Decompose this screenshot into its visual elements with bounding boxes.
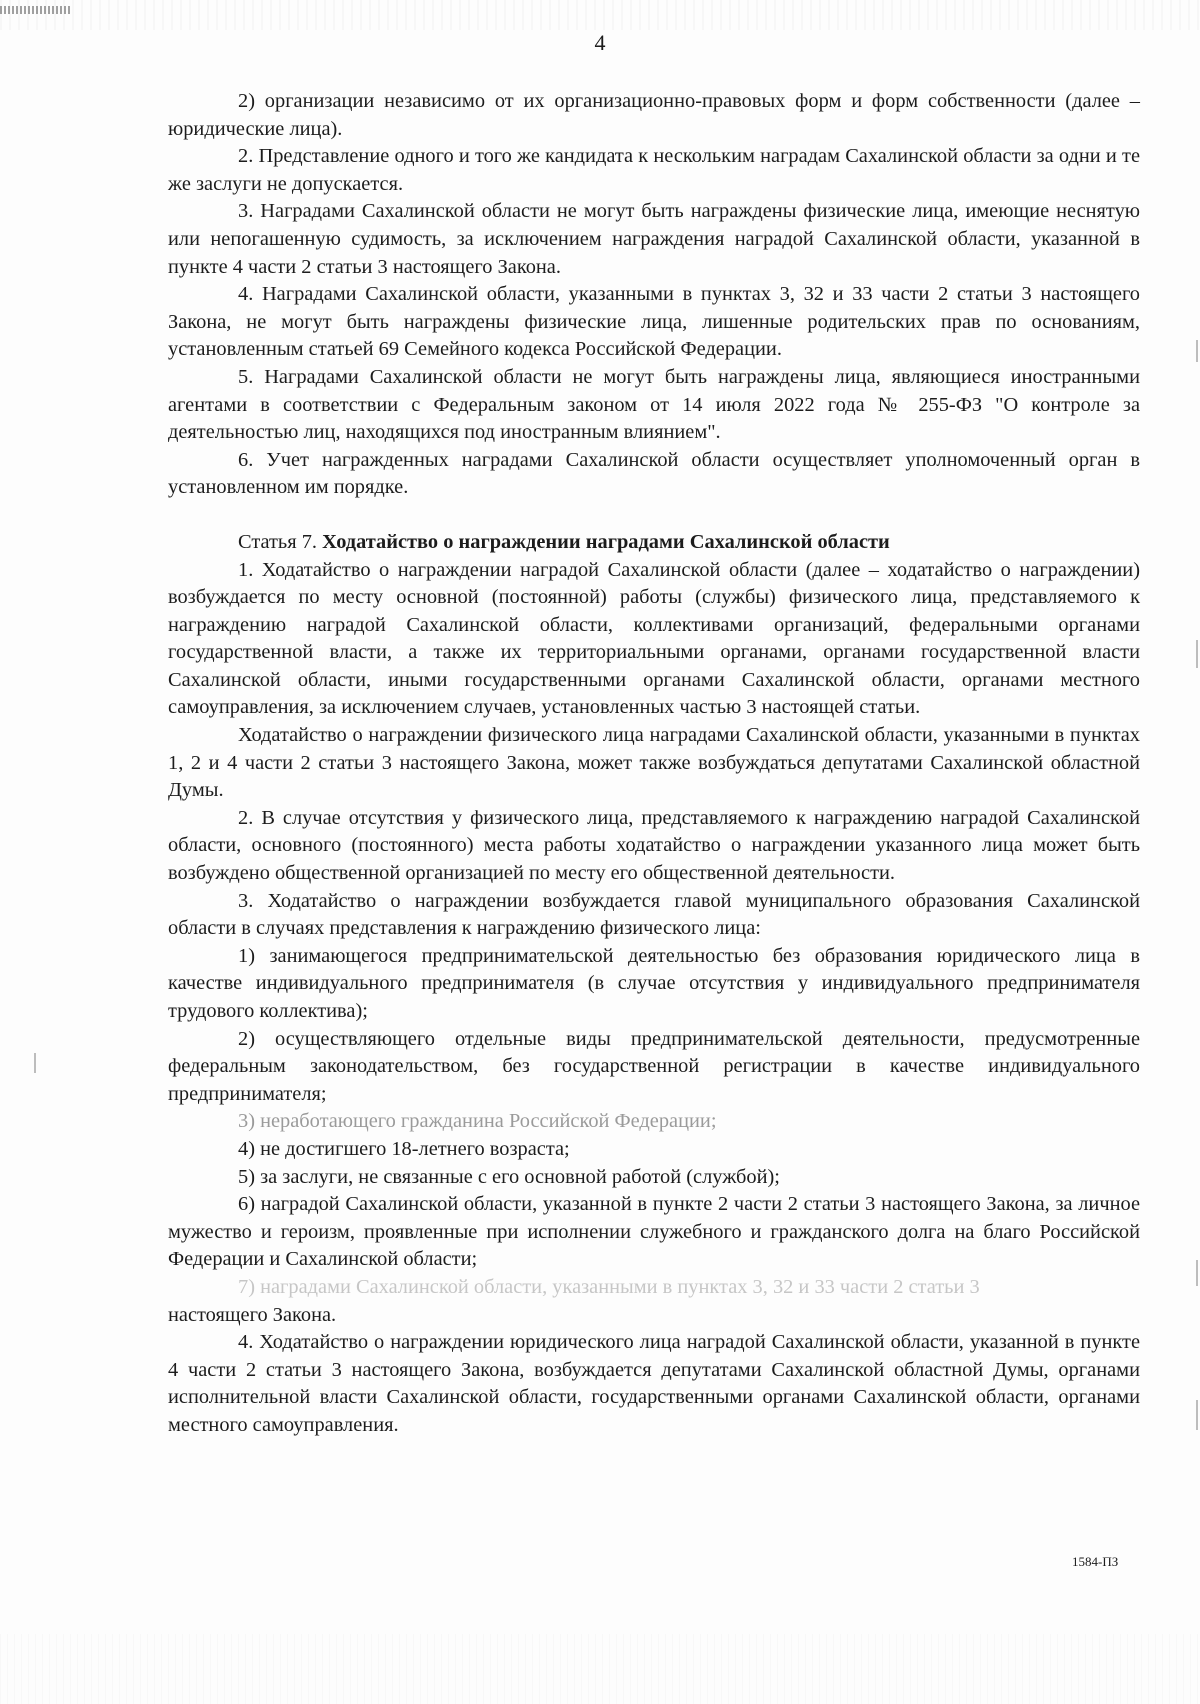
- list-item: 5) за заслуги, не связанные с его основной работой (службой);: [238, 1165, 780, 1188]
- scan-edge-mark: [34, 1053, 36, 1073]
- document-body: [168, 88, 1140, 1440]
- list-item: 3) неработающего гражданина Российской Федерации;: [238, 1110, 717, 1133]
- scan-edge-mark: [1196, 1400, 1198, 1430]
- list-item: 1) занимающегося предпринимательской деятельностью без образования юридического лица в качестве индивидуального предпринимателя (в случае отсутствия у индивидуального предпринимателя трудового коллектива);: [168, 944, 1140, 1022]
- paragraph: 4. Ходатайство о награждении юридического лица наградой Сахалинской области, указанной в пункте 4 части 2 статьи 3 настоящего Закона, возбуждается депутатами Сахалинской областной Думы, органами исполнительной власти Сахалинской области, государственными органами Сахалинской области, органами местного самоуправления.: [168, 1331, 1140, 1436]
- list-item: 6) наградой Сахалинской области, указанной в пункте 2 части 2 статьи 3 настоящего Закона, за личное мужество и героизм, проявленные при исполнении служебного и гражданского долга на благо Российской Федерации и Сахалинской области;: [168, 1193, 1140, 1271]
- scan-noise-bottom: [0, 1634, 1200, 1704]
- scan-noise-top: [0, 0, 1200, 30]
- paragraph: 4. Наградами Сахалинской области, указанными в пунктах 3, 32 и 33 части 2 статьи 3 настоящего Закона, не могут быть награждены физические лица, лишенные родительских прав по основаниям, установленным статьей 69 Семейного кодекса Российской Федерации.: [168, 283, 1140, 361]
- paragraph: 3. Наградами Сахалинской области не могут быть награждены физические лица, имеющие неснятую или непогашенную судимость, за исключением награждения наградой Сахалинской области, указанной в пункте 4 части 2 статьи 3 настоящего Закона.: [168, 200, 1140, 278]
- scan-edge-mark: [1196, 340, 1198, 362]
- article-heading: [168, 529, 1140, 557]
- paragraph: 2) организации независимо от их организационно-правовых форм и форм собственности (далее – юридические лица).: [168, 90, 1140, 140]
- paragraph: 3. Ходатайство о награждении возбуждается главой муниципального образования Сахалинской области в случаях представления к награждению физического лица:: [168, 889, 1140, 940]
- paragraph: Ходатайство о награждении физического лица наградами Сахалинской области, указанными в пунктах 1, 2 и 4 части 2 статьи 3 настоящего Закона, может также возбуждаться депутатами Сахалинской областной Думы.: [168, 724, 1140, 802]
- paragraph: 2. В случае отсутствия у физического лица, представляемого к награждению наградой Сахалинской области, основного (постоянного) места работы ходатайство о награждении указанного лица может быть возбуждено общественной организацией по месту его общественной деятельности.: [168, 806, 1140, 885]
- list-item: 4) не достигшего 18-летнего возраста;: [238, 1137, 570, 1160]
- article-title: Ходатайство о награждении наградами Сахалинской области: [322, 530, 890, 553]
- paragraph: 5. Наградами Сахалинской области не могут быть награждены лица, являющиеся иностранными агентами в соответствии с Федеральным законом от 14 июля 2022 года № 255-ФЗ "О контроле за деятельностью лиц, находящихся под иностранным влиянием".: [168, 365, 1140, 444]
- scan-edge-mark: [1196, 1260, 1198, 1286]
- article-prefix: Статья 7.: [238, 530, 323, 553]
- page-number: 4: [594, 30, 606, 55]
- paragraph: 6. Учет награжденных наградами Сахалинской области осуществляет уполномоченный орган в установленном им порядке.: [168, 448, 1140, 499]
- scan-mark: [0, 6, 72, 14]
- paragraph: 1. Ходатайство о награждении наградой Сахалинской области (далее – ходатайство о награждении) возбуждается по месту основной (постоянной) работы (службы) физического лица, представляемого к награждению наградой Сахалинской области, коллективами организаций, федеральными органами государственной власти, а также их территориальными органами, органами государственной власти Сахалинской области, иными государственными органами Сахалинской области, органами местного самоуправления, за исключением случаев, установленных частью 3 настоящей статьи.: [168, 558, 1140, 719]
- scan-edge-mark: [1196, 640, 1198, 668]
- list-item-continuation: настоящего Закона.: [168, 1303, 337, 1326]
- list-item: 7) наградами Сахалинской области, указанными в пунктах 3, 32 и 33 части 2 статьи 3: [238, 1275, 980, 1298]
- paragraph: 2. Представление одного и того же кандидата к нескольким наградам Сахалинской области за одни и те же заслуги не допускается.: [168, 145, 1140, 195]
- list-item: 2) осуществляющего отдельные виды предпринимательской деятельности, предусмотренные федеральным законодательством, без государственной регистрации в качестве индивидуального предпринимателя;: [168, 1027, 1140, 1105]
- document-code: 1584-ПЗ: [1072, 1554, 1119, 1569]
